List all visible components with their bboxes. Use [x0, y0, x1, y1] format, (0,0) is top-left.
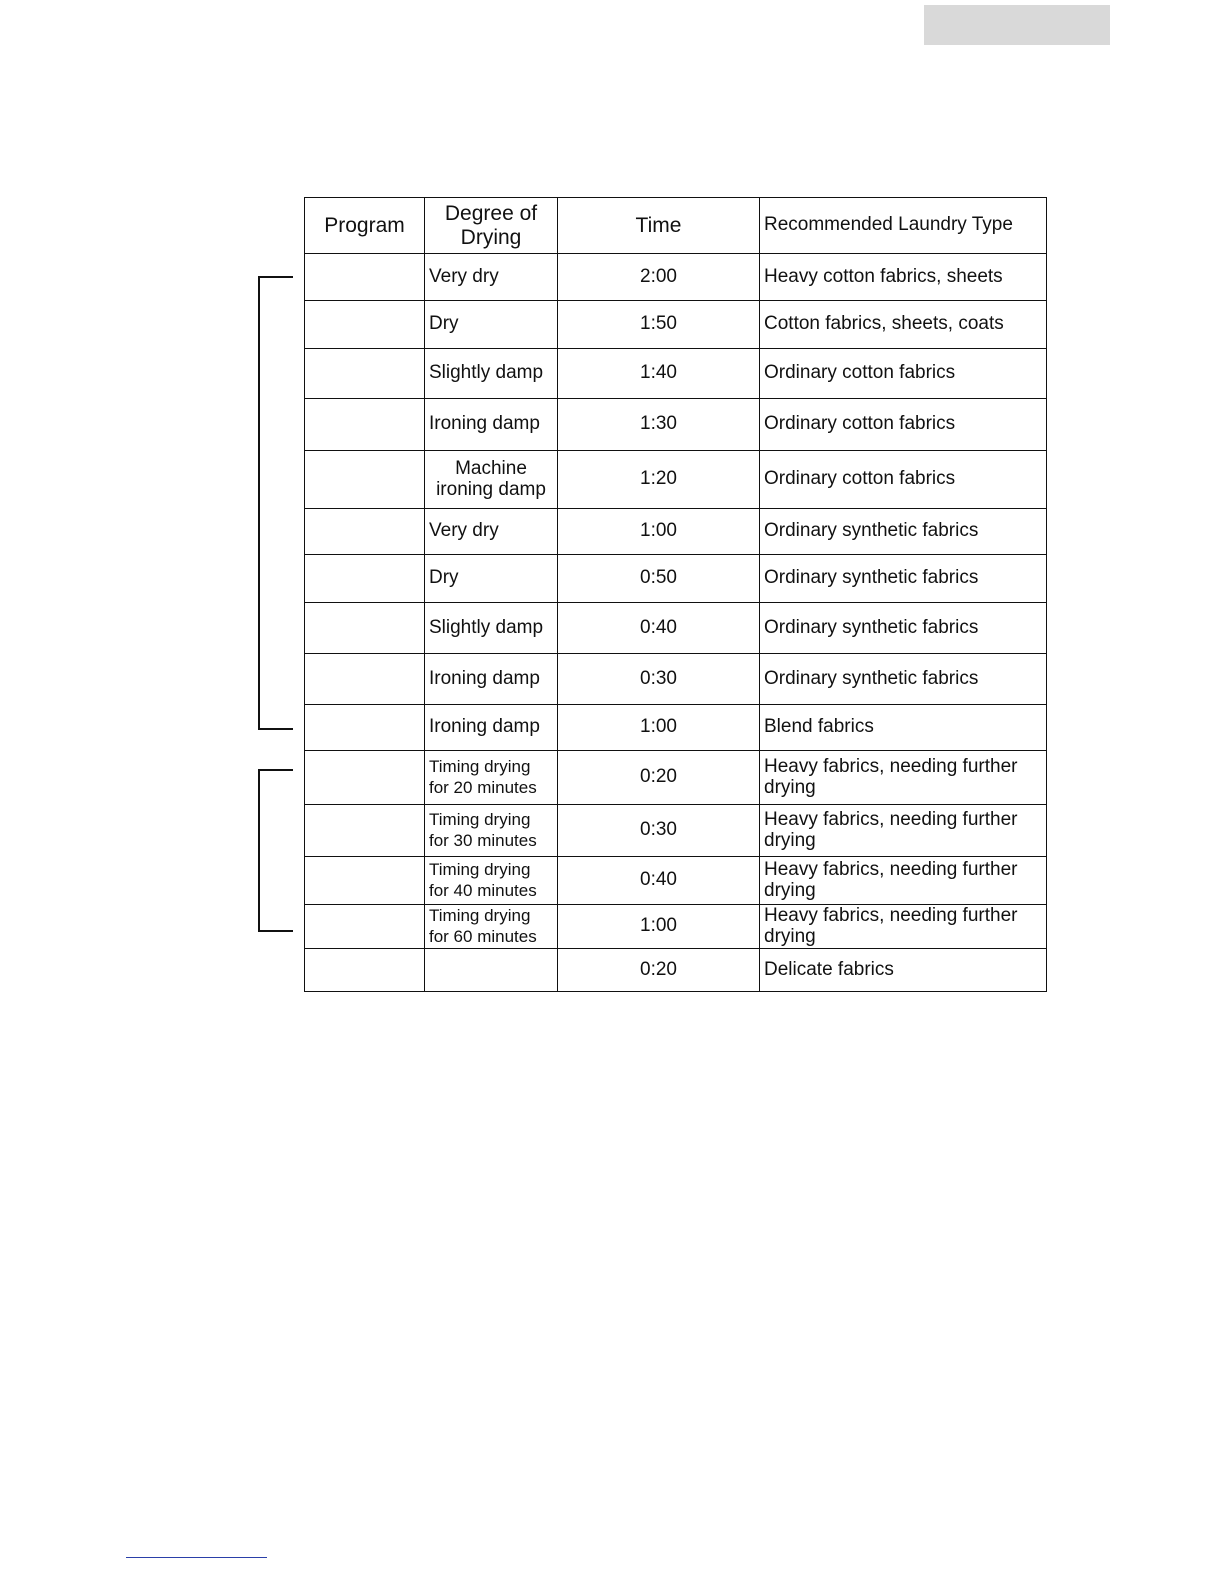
- time-cell: 0:50: [558, 555, 760, 603]
- degree-cell: Timing drying for 60 minutes: [425, 905, 558, 949]
- table-row: [305, 603, 1047, 654]
- degree-cell: Ironing damp: [425, 399, 558, 451]
- laundry-type-cell: Ordinary synthetic fabrics: [760, 555, 1047, 603]
- table-row: [305, 654, 1047, 705]
- time-cell: 1:40: [558, 349, 760, 399]
- laundry-type-cell: Heavy fabrics, needing further drying: [760, 857, 1047, 905]
- table-row: [305, 301, 1047, 349]
- program-cell: [305, 705, 425, 751]
- time-cell: 2:00: [558, 254, 760, 301]
- program-cell: [305, 949, 425, 992]
- header-program: Program: [305, 198, 425, 254]
- degree-cell: Machine ironing damp: [425, 451, 558, 509]
- degree-cell: Very dry: [425, 509, 558, 555]
- degree-cell: Timing drying for 40 minutes: [425, 857, 558, 905]
- degree-cell: Dry: [425, 301, 558, 349]
- table-row: [305, 905, 1047, 949]
- laundry-type-cell: Ordinary synthetic fabrics: [760, 509, 1047, 555]
- program-cell: [305, 399, 425, 451]
- table-row: [305, 509, 1047, 555]
- degree-cell: Timing drying for 30 minutes: [425, 805, 558, 857]
- table-row: [305, 857, 1047, 905]
- table-row: [305, 705, 1047, 751]
- drying-program-table: [304, 197, 1047, 992]
- table-row: [305, 254, 1047, 301]
- laundry-type-cell: Ordinary cotton fabrics: [760, 399, 1047, 451]
- degree-cell: Dry: [425, 555, 558, 603]
- time-cell: 0:40: [558, 603, 760, 654]
- laundry-type-cell: Blend fabrics: [760, 705, 1047, 751]
- time-cell: 0:40: [558, 857, 760, 905]
- time-cell: 1:00: [558, 509, 760, 555]
- laundry-type-cell: Ordinary synthetic fabrics: [760, 654, 1047, 705]
- program-cell: [305, 905, 425, 949]
- time-cell: 0:20: [558, 751, 760, 805]
- footer-link-underline: [126, 1557, 267, 1558]
- laundry-type-cell: Ordinary synthetic fabrics: [760, 603, 1047, 654]
- time-cell: 1:00: [558, 705, 760, 751]
- degree-cell: [425, 949, 558, 992]
- laundry-type-cell: Heavy fabrics, needing further drying: [760, 905, 1047, 949]
- table-header-row: [305, 198, 1047, 254]
- laundry-type-cell: Heavy fabrics, needing further drying: [760, 805, 1047, 857]
- program-cell: [305, 509, 425, 555]
- time-cell: 1:50: [558, 301, 760, 349]
- group-bracket-timed: [258, 769, 293, 932]
- degree-cell: Slightly damp: [425, 349, 558, 399]
- program-cell: [305, 603, 425, 654]
- laundry-type-cell: Delicate fabrics: [760, 949, 1047, 992]
- laundry-type-cell: Ordinary cotton fabrics: [760, 349, 1047, 399]
- program-cell: [305, 254, 425, 301]
- table-row: [305, 451, 1047, 509]
- table-row: [305, 949, 1047, 992]
- table-row: [305, 751, 1047, 805]
- table-row: [305, 805, 1047, 857]
- program-cell: [305, 555, 425, 603]
- time-cell: 1:30: [558, 399, 760, 451]
- degree-cell: Very dry: [425, 254, 558, 301]
- table-row: [305, 399, 1047, 451]
- header-tab: [924, 5, 1110, 45]
- program-cell: [305, 857, 425, 905]
- table-row: [305, 349, 1047, 399]
- program-cell: [305, 451, 425, 509]
- time-cell: 1:00: [558, 905, 760, 949]
- table-row: [305, 555, 1047, 603]
- laundry-type-cell: Heavy fabrics, needing further drying: [760, 751, 1047, 805]
- degree-cell: Slightly damp: [425, 603, 558, 654]
- degree-cell: Ironing damp: [425, 654, 558, 705]
- laundry-type-cell: Cotton fabrics, sheets, coats: [760, 301, 1047, 349]
- time-cell: 1:20: [558, 451, 760, 509]
- program-cell: [305, 349, 425, 399]
- program-cell: [305, 654, 425, 705]
- program-cell: [305, 805, 425, 857]
- time-cell: 0:20: [558, 949, 760, 992]
- group-bracket-auto: [258, 276, 293, 730]
- header-time: Time: [558, 198, 760, 254]
- header-laundry-type: Recommended Laundry Type: [760, 198, 1047, 254]
- degree-cell: Timing drying for 20 minutes: [425, 751, 558, 805]
- program-cell: [305, 301, 425, 349]
- time-cell: 0:30: [558, 805, 760, 857]
- program-cell: [305, 751, 425, 805]
- laundry-type-cell: Heavy cotton fabrics, sheets: [760, 254, 1047, 301]
- laundry-type-cell: Ordinary cotton fabrics: [760, 451, 1047, 509]
- time-cell: 0:30: [558, 654, 760, 705]
- degree-cell: Ironing damp: [425, 705, 558, 751]
- header-degree: Degree of Drying: [425, 198, 558, 254]
